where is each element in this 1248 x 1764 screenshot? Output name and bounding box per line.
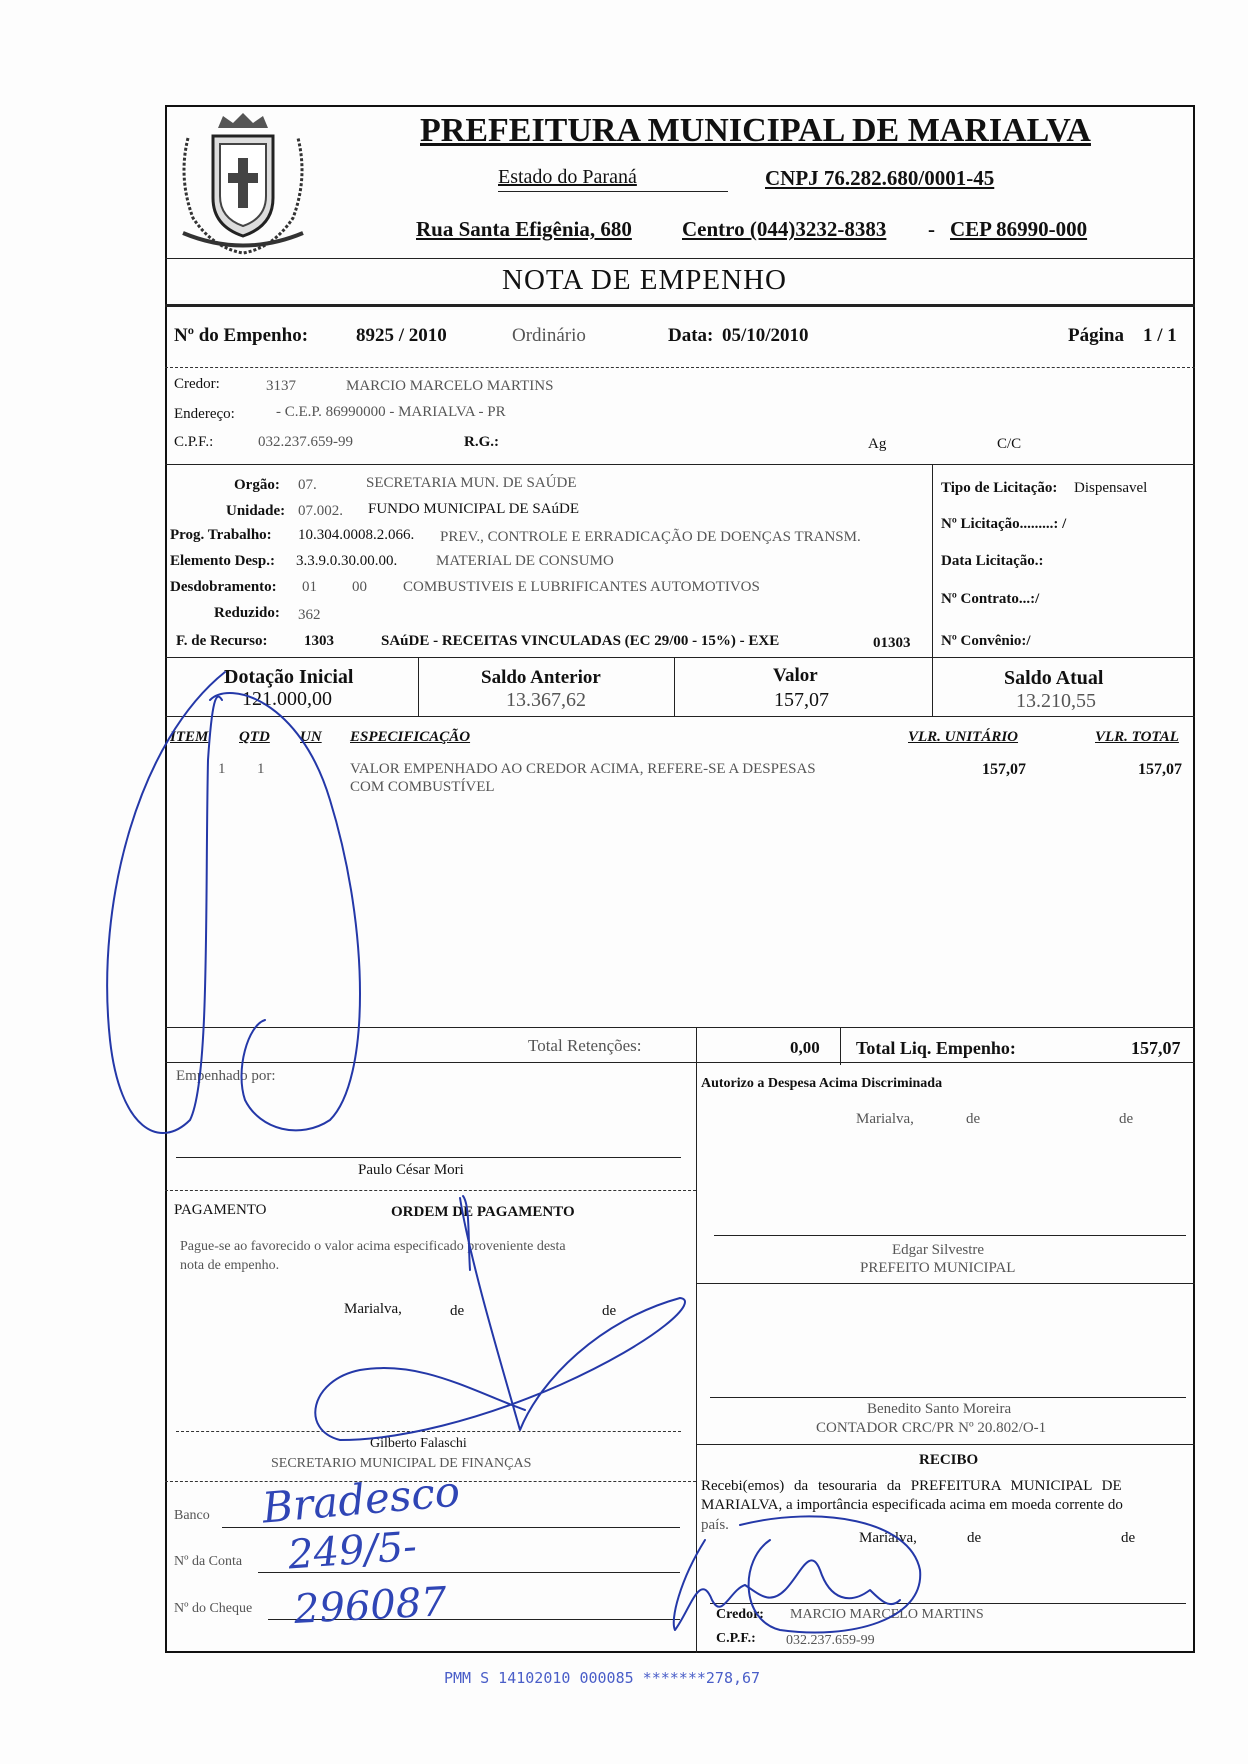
recibo-credor-name: MARCIO MARCELO MARTINS xyxy=(790,1607,984,1622)
autorizo-de-1: de xyxy=(966,1111,981,1127)
conta-handwriting: 249/5- xyxy=(286,1523,419,1579)
empenho-date-label: Data: xyxy=(668,325,714,346)
credor-cpf: 032.237.659-99 xyxy=(258,434,353,450)
atual-value: 13.210,55 xyxy=(1016,690,1096,712)
numero-licitacao-label: Nº Licitação.........: / xyxy=(941,516,1067,532)
desdobramento-code-b: 00 xyxy=(352,579,367,595)
retencoes-label: Total Retenções: xyxy=(528,1036,642,1055)
retencoes-value: 0,00 xyxy=(790,1038,820,1057)
unidade-name: FUNDO MUNICIPAL DE SAúDE xyxy=(368,501,579,517)
col-qtd: QTD xyxy=(239,729,270,745)
pagamento-text-2: nota de empenho. xyxy=(180,1258,280,1273)
contrato-label: Nº Contrato...:/ xyxy=(941,591,1040,607)
col-total: VLR. TOTAL xyxy=(1095,729,1179,745)
orgao-label: Orgão: xyxy=(234,477,280,493)
tipo-licitacao: Dispensavel xyxy=(1074,480,1148,496)
credor-label: Credor: xyxy=(174,376,220,392)
desdobramento-code-a: 01 xyxy=(302,579,317,595)
recurso-code: 1303 xyxy=(304,633,334,649)
prog-name: PREV., CONTROLE E ERRADICAÇÃO DE DOENÇAS TRANSM. xyxy=(440,529,861,545)
recibo-text-2: MARIALVA, a importância especificada acima em moeda corrente do xyxy=(701,1497,1123,1513)
signature-empenhado-loop xyxy=(210,693,360,1130)
document-title: NOTA DE EMPENHO xyxy=(502,264,787,296)
col-item: ITEM xyxy=(170,729,209,745)
orgao-name: SECRETARIA MUN. DE SAÚDE xyxy=(366,475,577,491)
signature-empenhado xyxy=(107,672,225,1133)
cc-label: C/C xyxy=(997,436,1022,452)
recurso-name: SAúDE - RECEITAS VINCULADAS (EC 29/00 - 15%) - EXE xyxy=(381,633,780,649)
pagamento-text-1: Pague-se ao favorecido o valor acima especificado proveniente desta xyxy=(180,1239,566,1254)
unidade-label: Unidade: xyxy=(226,503,286,519)
signature-recibo xyxy=(674,1540,900,1630)
empenhado-label: Empenhado por: xyxy=(176,1068,276,1084)
reduzido-label: Reduzido: xyxy=(214,605,280,621)
page-label: Página xyxy=(1068,325,1124,346)
row-item: 1 xyxy=(218,761,226,777)
header-title: PREFEITURA MUNICIPAL DE MARIALVA xyxy=(420,112,1091,149)
header-cnpj: CNPJ 76.282.680/0001-45 xyxy=(765,166,995,190)
orgao-code: 07. xyxy=(298,477,317,493)
empenho-number: 8925 / 2010 xyxy=(356,325,447,346)
convenio-label: Nº Convênio:/ xyxy=(941,633,1031,649)
recibo-de-2: de xyxy=(1121,1530,1136,1546)
prog-code: 10.304.0008.2.066. xyxy=(298,527,415,543)
elemento-label: Elemento Desp.: xyxy=(170,553,275,569)
reduzido-value: 362 xyxy=(298,607,321,623)
prog-label: Prog. Trabalho: xyxy=(170,527,272,543)
valor-label: Valor xyxy=(773,665,818,686)
pagamento-label: PAGAMENTO xyxy=(174,1202,267,1218)
row-unit: 157,07 xyxy=(982,761,1026,778)
banco-handwriting: Bradesco xyxy=(260,1466,462,1533)
pagamento-de-2: de xyxy=(602,1303,617,1319)
header-state: Estado do Paraná xyxy=(498,166,637,188)
unidade-code: 07.002. xyxy=(298,503,343,519)
contador-name: Benedito Santo Moreira xyxy=(867,1401,1012,1417)
prefeito-name: Edgar Silvestre xyxy=(892,1242,985,1258)
cpf-label: C.P.F.: xyxy=(174,434,214,450)
signature-ordem xyxy=(315,1198,685,1440)
valor-value: 157,07 xyxy=(774,689,829,711)
data-licitacao-label: Data Licitação.: xyxy=(941,553,1044,569)
banco-label: Banco xyxy=(174,1508,210,1523)
credor-name: MARCIO MARCELO MARTINS xyxy=(346,378,554,394)
row-spec-line1: VALOR EMPENHADO AO CREDOR ACIMA, REFERE-SE A DESPESAS xyxy=(350,761,816,777)
rg-label: R.G.: xyxy=(464,434,499,450)
autorizo-de-2: de xyxy=(1119,1111,1134,1127)
ag-label: Ag xyxy=(868,436,887,452)
header-cep: CEP 86990-000 xyxy=(950,217,1088,241)
recibo-credor-label: Credor: xyxy=(716,1607,764,1622)
liquido-value: 157,07 xyxy=(1131,1038,1181,1058)
recibo-label: RECIBO xyxy=(919,1452,979,1468)
prefeito-role: PREFEITO MUNICIPAL xyxy=(860,1260,1016,1276)
conta-label: Nº da Conta xyxy=(174,1554,243,1569)
dotacao-label: Dotação Inicial xyxy=(224,666,354,688)
empenho-type: Ordinário xyxy=(512,325,586,346)
empenho-number-label: Nº do Empenho: xyxy=(174,325,309,346)
recibo-text-3: país. xyxy=(701,1517,729,1533)
recurso-ref: 01303 xyxy=(873,635,911,651)
desdobramento-label: Desdobramento: xyxy=(170,579,277,595)
header-district-phone: Centro (044)3232-8383 xyxy=(682,217,887,241)
empenhado-name: Paulo César Mori xyxy=(358,1162,464,1178)
signature-recibo-loop xyxy=(740,1516,920,1632)
cheque-label: Nº do Cheque xyxy=(174,1601,253,1616)
pagamento-city: Marialva, xyxy=(344,1301,402,1317)
anterior-label: Saldo Anterior xyxy=(481,667,601,688)
recibo-cpf-label: C.P.F.: xyxy=(716,1631,756,1646)
secretario-name: Gilberto Falaschi xyxy=(370,1436,467,1451)
header-cep-dash: - xyxy=(928,217,935,241)
contador-role: CONTADOR CRC/PR Nº 20.802/O-1 xyxy=(816,1420,1047,1436)
empenho-date: 05/10/2010 xyxy=(722,325,809,346)
anterior-value: 13.367,62 xyxy=(506,689,586,711)
row-qtd: 1 xyxy=(257,761,265,777)
ordem-label: ORDEM DE PAGAMENTO xyxy=(391,1204,575,1220)
liquido-label: Total Liq. Empenho: xyxy=(856,1038,1016,1058)
recibo-text-1: Recebi(emos) da tesouraria da PREFEITURA MUNICIPAL DE xyxy=(701,1478,1122,1494)
desdobramento-name: COMBUSTIVEIS E LUBRIFICANTES AUTOMOTIVOS xyxy=(403,579,760,595)
col-unit: VLR. UNITÁRIO xyxy=(908,729,1019,745)
atual-label: Saldo Atual xyxy=(1004,667,1104,689)
cheque-handwriting: 296087 xyxy=(292,1579,448,1633)
autorizo-city: Marialva, xyxy=(856,1111,914,1127)
elemento-code: 3.3.9.0.30.00.00. xyxy=(296,553,398,569)
address-label: Endereço: xyxy=(174,406,235,422)
recurso-label: F. de Recurso: xyxy=(176,633,268,649)
row-spec-line2: COM COMBUSTÍVEL xyxy=(350,779,495,795)
autorizo-label: Autorizo a Despesa Acima Discriminada xyxy=(701,1076,943,1091)
bank-stamp: PMM S 14102010 000085 *******278,67 xyxy=(444,1669,761,1687)
secretario-role: SECRETARIO MUNICIPAL DE FINANÇAS xyxy=(271,1456,532,1471)
credor-code: 3137 xyxy=(266,378,296,394)
tipo-licitacao-label: Tipo de Licitação: xyxy=(941,480,1058,496)
elemento-name: MATERIAL DE CONSUMO xyxy=(436,553,614,569)
dotacao-value: 121.000,00 xyxy=(242,688,332,710)
header-address: Rua Santa Efigênia, 680 xyxy=(416,217,632,241)
col-spec: ESPECIFICAÇÃO xyxy=(350,729,471,745)
pagamento-de-1: de xyxy=(450,1303,465,1319)
recibo-cpf: 032.237.659-99 xyxy=(786,1633,875,1648)
recibo-de-1: de xyxy=(967,1530,982,1546)
credor-address: - C.E.P. 86990000 - MARIALVA - PR xyxy=(276,404,506,420)
page-number: 1 / 1 xyxy=(1143,325,1177,346)
row-total: 157,07 xyxy=(1138,761,1182,778)
recibo-city: Marialva, xyxy=(859,1530,917,1546)
col-un: UN xyxy=(300,729,322,745)
